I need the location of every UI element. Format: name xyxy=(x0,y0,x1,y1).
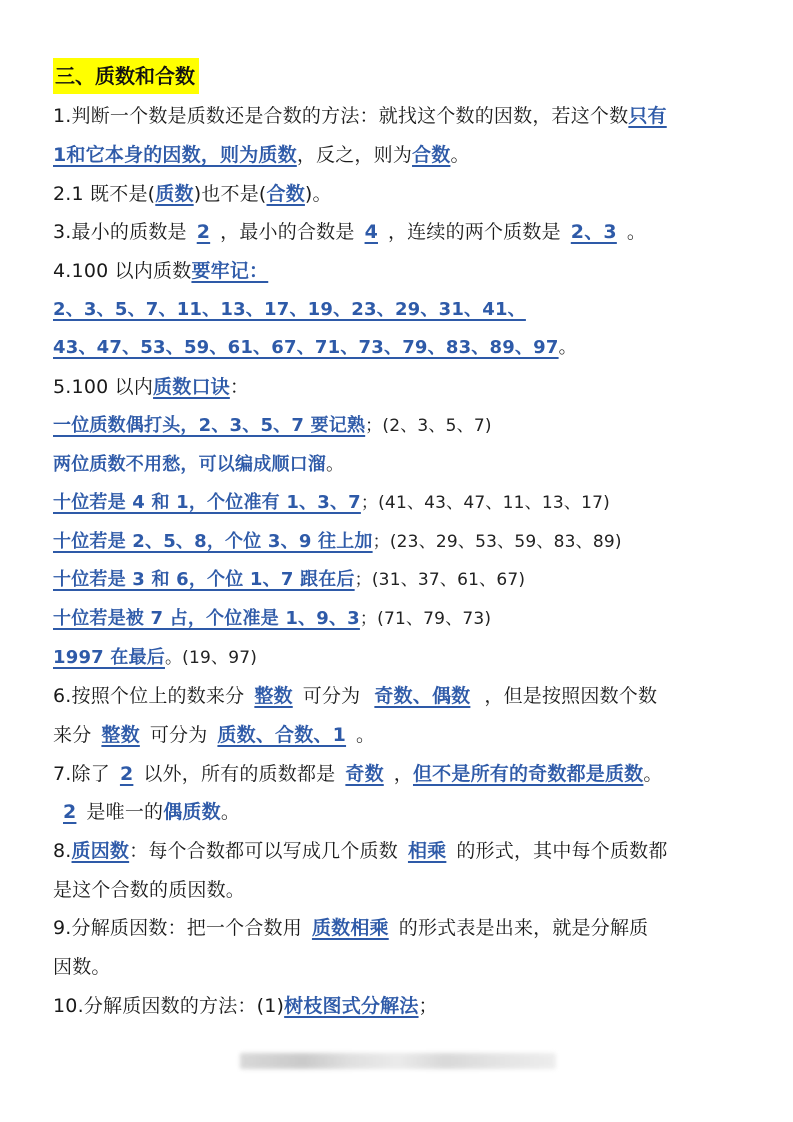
text: 9.分解质因数：把一个合数用 xyxy=(53,917,302,939)
text: ，但是按照因数个数 xyxy=(484,685,658,707)
text: ；(2、3、5、7) xyxy=(365,416,492,436)
text: 可分为 xyxy=(149,724,208,746)
text: 3.最小的质数是 xyxy=(53,221,187,243)
item-3 xyxy=(53,217,646,247)
text: 7.除了 xyxy=(53,763,110,785)
item-7-line-1 xyxy=(53,759,663,789)
rhyme-1 xyxy=(53,411,492,441)
item-4 xyxy=(53,256,268,286)
item-2 xyxy=(53,179,332,209)
answer: 奇数 xyxy=(345,763,384,785)
item-5 xyxy=(53,372,249,402)
text: 。 xyxy=(220,801,241,823)
text: 2.1 既不是( xyxy=(53,183,156,205)
text: ；(71、79、73) xyxy=(359,609,492,629)
answer: 十位若是 3 和 6，个位 1、7 跟在后 xyxy=(53,569,355,590)
text: 5.100 以内 xyxy=(53,376,154,398)
answer: 质数口诀 xyxy=(153,376,230,398)
text: 是唯一的 xyxy=(86,801,164,823)
answer: 十位若是被 7 占，个位准是 1、9、3 xyxy=(53,608,360,629)
text: 10.分解质因数的方法：(1) xyxy=(53,995,285,1017)
text: 的形式表是出来，就是分解质 xyxy=(398,917,649,939)
text: 的形式，其中每个质数都 xyxy=(456,840,668,862)
answer: 质数相乘 xyxy=(311,917,389,939)
item-6-line-1 xyxy=(53,681,657,711)
rhyme-6 xyxy=(53,604,491,634)
text: 。 xyxy=(558,337,577,358)
item-7-line-2 xyxy=(53,797,240,827)
answer: 偶质数 xyxy=(163,801,221,823)
text: 是这个合数的质因数。 xyxy=(53,879,246,901)
answer: 奇数、偶数 xyxy=(374,685,471,707)
answer: 2 xyxy=(119,763,134,785)
answer: 4 xyxy=(364,221,378,243)
primes-line-1 xyxy=(53,295,526,325)
answer: 相乘 xyxy=(407,840,447,862)
text: ；(23、29、53、59、83、89) xyxy=(372,532,622,552)
answer: 2 xyxy=(196,221,211,243)
text: 。 xyxy=(356,724,376,746)
text: )也不是( xyxy=(193,183,267,205)
item-10 xyxy=(53,991,438,1021)
answer: 合数 xyxy=(412,144,451,166)
answer: 两位质数不用愁，可以编成顺口溜 xyxy=(53,454,326,475)
text: ：每个合数都可以写成几个质数 xyxy=(129,840,398,862)
text: ， xyxy=(393,763,413,785)
answer: 质数、合数、1 xyxy=(217,724,347,746)
text: 4.100 以内质数 xyxy=(53,260,192,282)
answer: 1和它本身的因数，则为质数 xyxy=(53,144,297,166)
answer: 2 xyxy=(63,801,77,823)
text: 。 xyxy=(326,454,345,475)
section-heading: 三、质数和合数 xyxy=(53,58,199,94)
answer: 1997 在最后 xyxy=(53,647,165,668)
text: 以外，所有的质数都是 xyxy=(143,763,336,785)
text: 6.按照个位上的数来分 xyxy=(53,685,245,707)
answer: 2、3 xyxy=(570,221,617,243)
answer: 要牢记： xyxy=(191,260,269,282)
answer: 整数 xyxy=(101,724,140,746)
text: 8. xyxy=(53,840,72,862)
answer: 树枝图式分解法 xyxy=(284,995,419,1017)
text: ，反之，则为 xyxy=(296,144,413,166)
text: ；(31、37、61、67) xyxy=(354,570,526,590)
text: 。 xyxy=(450,144,470,166)
text: ； xyxy=(418,995,438,1017)
item-9-line-2 xyxy=(53,952,111,982)
rhyme-3 xyxy=(53,488,610,518)
item-6-line-2 xyxy=(53,720,375,750)
item-8-line-1 xyxy=(53,836,668,866)
item-1-line-2 xyxy=(53,140,470,170)
text: 可分为 xyxy=(302,685,361,707)
blurred-footer xyxy=(240,1053,556,1069)
item-1-line-1 xyxy=(53,101,667,131)
text: ： xyxy=(229,376,250,398)
text: ；(41、43、47、11、13、17) xyxy=(360,493,610,513)
rhyme-2 xyxy=(53,450,344,480)
text: ，最小的合数是 xyxy=(220,221,355,243)
answer: 十位若是 4 和 1，个位准有 1、3、7 xyxy=(53,492,361,513)
answer: 43、47、53、59、61、67、71、73、79、83、89、97 xyxy=(53,337,559,358)
item-9-line-1 xyxy=(53,913,648,943)
answer: 质数 xyxy=(155,183,194,205)
text: 1.判断一个数是质数还是合数的方法：就找这个数的因数，若这个数 xyxy=(53,105,629,127)
text: ，连续的两个质数是 xyxy=(387,221,561,243)
rhyme-4 xyxy=(53,527,622,557)
answer: 整数 xyxy=(254,685,293,707)
text: 。(19、97) xyxy=(164,648,258,668)
primes-line-2 xyxy=(53,333,577,363)
answer: 但不是所有的奇数都是质数 xyxy=(412,763,644,785)
answer: 只有 xyxy=(628,105,667,127)
text: 。 xyxy=(626,221,647,243)
text: )。 xyxy=(304,183,332,205)
rhyme-5 xyxy=(53,565,525,595)
answer: 一位质数偶打头，2、3、5、7 要记熟 xyxy=(53,415,366,436)
text: 。 xyxy=(643,763,663,785)
answer: 合数 xyxy=(266,183,305,205)
answer: 2、3、5、7、11、13、17、19、23、29、31、41、 xyxy=(53,299,526,320)
rhyme-7 xyxy=(53,643,257,673)
answer: 十位若是 2、5、8，个位 3、9 往上加 xyxy=(53,531,373,552)
answer: 质因数 xyxy=(71,840,130,862)
text: 来分 xyxy=(53,724,92,746)
text: 因数。 xyxy=(53,956,111,978)
item-8-line-2 xyxy=(53,875,245,905)
